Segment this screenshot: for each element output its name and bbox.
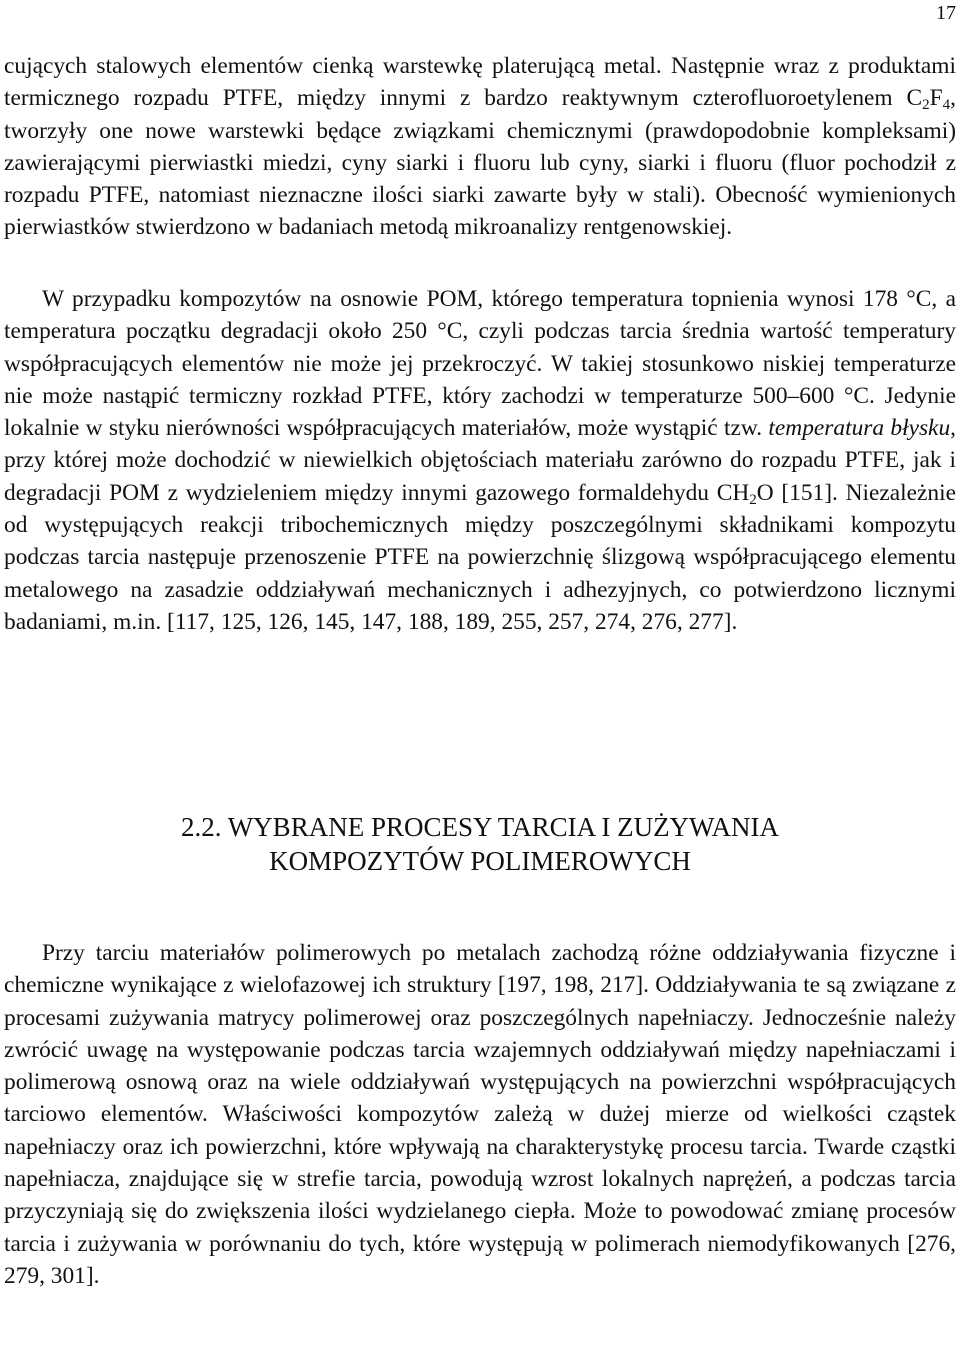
section-heading-line-1: 2.2. WYBRANE PROCESY TARCIA I ZUŻYWANIA [180, 812, 780, 842]
paragraph-text: , tworzyły one nowe warstewki będące związkami chemicznymi (prawdopodobnie kompleksami) zawierającymi pierwiastki miedzi, cyny siarki i fluoru lub cyny, siarki i fluoru (fluor pochodził z rozpadu PTFE, natomiast nieznaczne ilości siarki zawarte były w stali). Obecność wymienionych pierwiastków stwierdzono w badaniach metodą mikroanalizy rentgenowskiej. [4, 85, 956, 241]
paragraph-text: Przy tarciu materiałów polimerowych po metalach zachodzą różne oddziaływania fizyczne i chemiczne wynikające z wielofazowej ich struktury [197, 198, 217]. Oddziaływania te są związane z procesami zużywania matrycy polimerowej oraz poszczególnych napełniaczy. Jednocześnie należy zwrócić uwagę na występowanie podczas tarcia wzajemnych oddziaływań między napełniaczami i polimerową osnową oraz na wiele oddziaływań występujących na powierzchni współpracujących tarciowo elementów. Właściwości kompozytów zależą w dużej mierze od wielkości cząstek napełniaczy oraz ich powierzchni, które wpływają na charakterystykę procesu tarcia. Twarde cząstki napełniacza, znajdujące się w strefie tarcia, powodują wzrost lokalnych naprężeń, a podczas tarcia przyczyniają się do zwiększenia ilości wydzielanego ciepła. Może to powodować zmianę procesów tarcia i zużywania w porównaniu do tych, które występują w polimerach niemodyfikowanych [276, 279, 301]. [4, 940, 956, 1289]
paragraph-text: , przy której może dochodzić w niewielkich objętościach materiału zarówno do rozpadu PTFE, jak i degradacji POM z wydzieleniem między innymi gazowego formaldehydu CH [4, 415, 956, 506]
italic-term: temperatura błysku [768, 415, 951, 442]
paragraph-pom-composites [4, 283, 956, 638]
page-number: 17 [936, 2, 956, 24]
formula-c2f4: $C_2F_4$ [906, 85, 951, 114]
formula-subscript: 2 [749, 491, 757, 508]
paragraph-text: W przypadku kompozytów na osnowie POM, którego temperatura topnienia wynosi 178 °C, a temperatura początku degradacji około 250 °C, czyli podczas tarcia średnia wartość temperatury współpracujących elementów nie może jej przekroczyć. W takiej stosunkowo niskiej temperaturze nie może nastąpić termiczny rozkład PTFE, który zachodzi w temperaturze 500–600 °C. Jedynie lokalnie w styku nierówności współpracujących materiałów, może wystąpić tzw. [4, 286, 956, 442]
paragraph-friction-processes [4, 937, 956, 1292]
paragraph-text: O [151]. Niezależnie od występujących reakcji tribochemicznych między poszczególnymi składnikami kompozytu podczas tarcia następuje przenoszenie PTFE na powierzchnię ślizgową współpracującego elementu metalowego na zasadzie oddziaływań mechanicznych i adhezyjnych, co potwierdzono licznymi badaniami, m.in. [117, 125, 126, 145, 147, 188, 189, 255, 257, 274, 276, 277]. [4, 479, 956, 635]
paragraph-ptfe-transfer [4, 50, 956, 244]
section-heading [0, 810, 960, 878]
paragraph-text: cujących stalowych elementów cienką warstewkę platerującą metal. Następnie wraz z produktami termicznego rozpadu PTFE, między innymi z bardzo reaktywnym czterofluoroetylenem [4, 53, 956, 112]
section-heading-line-2: KOMPOZYTÓW POLIMEROWYCH [269, 846, 691, 876]
